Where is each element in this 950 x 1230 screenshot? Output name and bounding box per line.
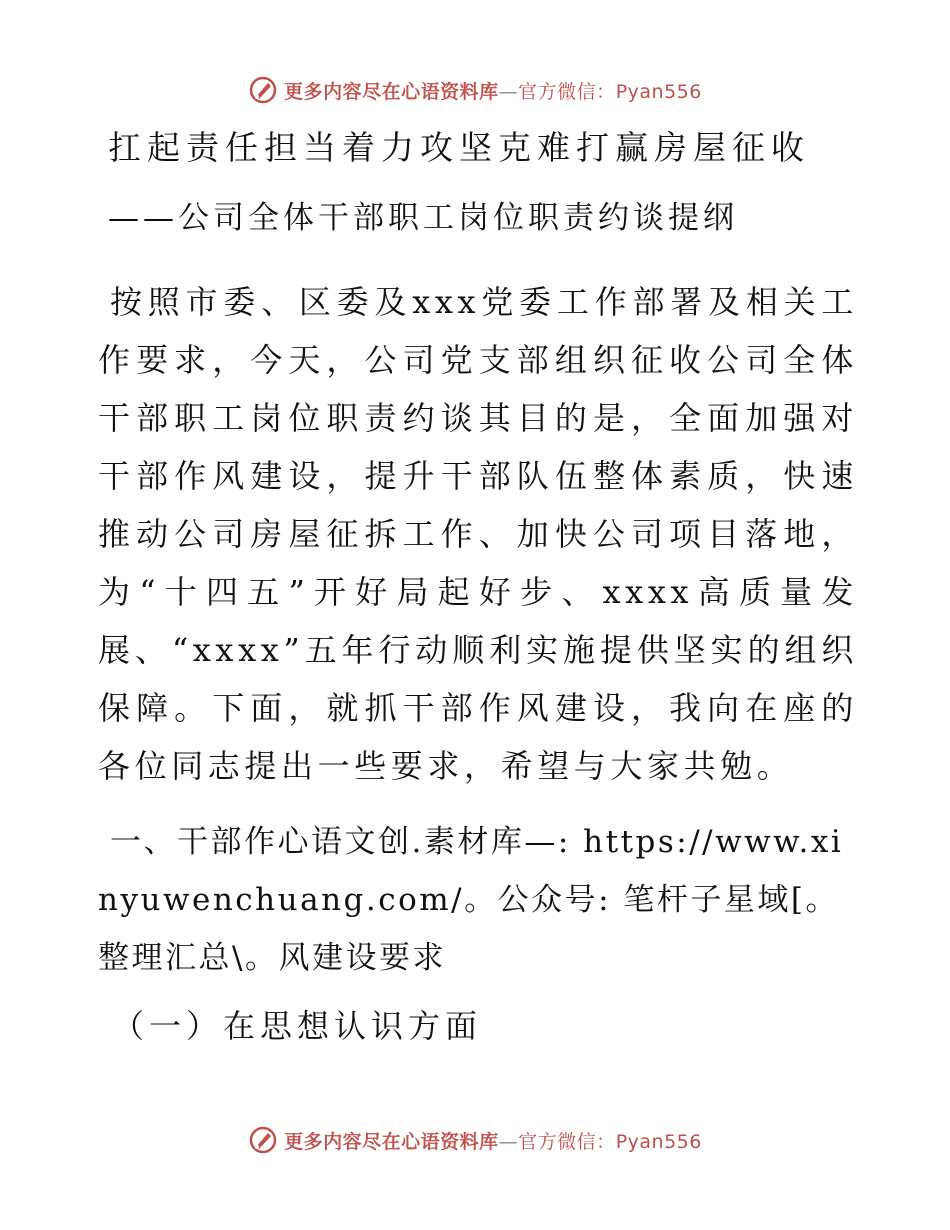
intro-paragraph: 按照市委、区委及xxx党委工作部署及相关工作要求，今天，公司党支部组织征收公司全体干部职工岗位职责约谈其目的是，全面加强对干部作风建设，提升干部队伍整体素质，快速推动公司房屋征拆工作、加快公司项目落地，为“十四五”开好局起好步、xxxx高质量发展、“xxxx”五年行动顺利实施提供坚实的组织保障。下面，就抓干部作风建设，我向在座的各位同志提出一些要求，希望与大家共勉。 xyxy=(98,283,858,785)
watermark-banner-top xyxy=(0,72,950,108)
pen-logo-icon xyxy=(248,75,278,105)
document-title: 扛起责任担当着力攻坚克难打赢房屋征收 xyxy=(108,128,810,167)
subsection-heading-1: （一）在思想认识方面 xyxy=(112,1007,483,1045)
pen-logo-icon xyxy=(248,1125,278,1155)
section-heading-1: 一、干部作心语文创.素材库—: https://www.xinyuwenchuang.com/。公众号: 笔杆子星域[。整理汇总\。风建设要求 xyxy=(98,824,844,976)
watermark-text: 更多内容尽在心语资料库—官方微信：Pyan556 xyxy=(284,1130,702,1153)
document-subtitle: ——公司全体干部职工岗位职责约谈提纲 xyxy=(108,200,738,236)
watermark-text: 更多内容尽在心语资料库—官方微信：Pyan556 xyxy=(284,80,702,103)
watermark-banner-bottom xyxy=(0,1122,950,1158)
